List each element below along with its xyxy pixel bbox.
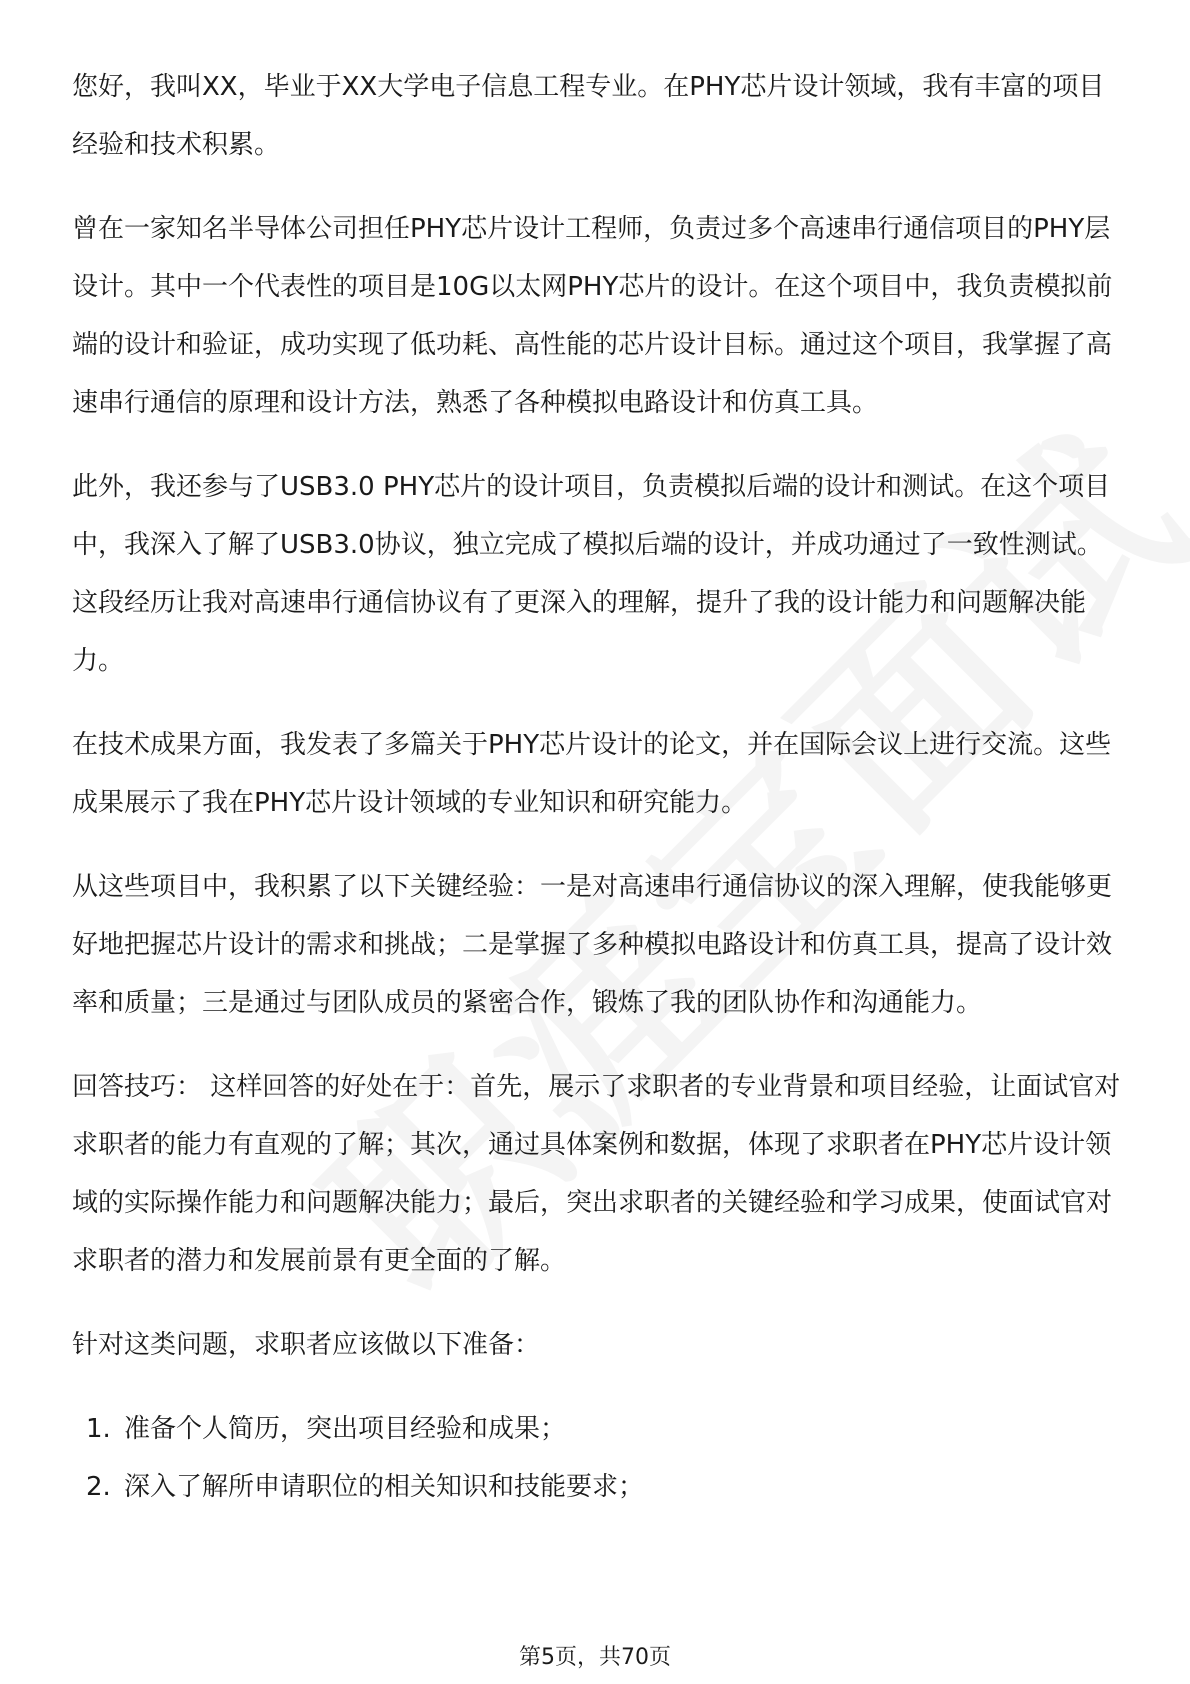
paragraph-preparation-intro: 针对这类问题，求职者应该做以下准备： — [72, 1330, 541, 1360]
paragraph-achievements: 在技术成果方面，我发表了多篇关于PHY芯片设计的论文，并在国际会议上进行交流。这些成果展示了我在PHY芯片设计领域的专业知识和研究能力。 — [72, 730, 1112, 818]
list-item-number: 2. — [86, 1472, 111, 1502]
list-item-number: 1. — [86, 1414, 111, 1444]
preparation-list — [72, 1400, 1122, 1516]
paragraph-experience-ethernet: 曾在一家知名半导体公司担任PHY芯片设计工程师，负责过多个高速串行通信项目的PHY层设计。其中一个代表性的项目是10G以太网PHY芯片的设计。在这个项目中，我负责模拟前端的设计和验证，成功实现了低功耗、高性能的芯片设计目标。通过这个项目，我掌握了高速串行通信的原理和设计方法，熟悉了各种模拟电路设计和仿真工具。 — [72, 214, 1113, 418]
paragraph-answer-tips: 回答技巧： 这样回答的好处在于：首先，展示了求职者的专业背景和项目经验，让面试官对求职者的能力有直观的了解；其次，通过具体案例和数据，体现了求职者在PHY芯片设计领域的实际操作能力和问题解决能力；最后，突出求职者的关键经验和学习成果，使面试官对求职者的潜力和发展前景有更全面的了解。 — [72, 1072, 1121, 1276]
paragraph-experience-usb: 此外，我还参与了USB3.0 PHY芯片的设计项目，负责模拟后端的设计和测试。在这个项目中，我深入了解了USB3.0协议，独立完成了模拟后端的设计，并成功通过了一致性测试。这段经历让我对高速串行通信协议有了更深入的理解，提升了我的设计能力和问题解决能力。 — [72, 472, 1111, 676]
page-number: 第5页，共70页 — [519, 1645, 671, 1670]
paragraph-key-experience: 从这些项目中，我积累了以下关键经验：一是对高速串行通信协议的深入理解，使我能够更好地把握芯片设计的需求和挑战；二是掌握了多种模拟电路设计和仿真工具，提高了设计效率和质量；三是通过与团队成员的紧密合作，锻炼了我的团队协作和沟通能力。 — [72, 872, 1113, 1018]
list-item-text: 准备个人简历，突出项目经验和成果； — [124, 1414, 567, 1444]
list-item — [72, 1458, 1122, 1516]
paragraph-intro: 您好，我叫XX，毕业于XX大学电子信息工程专业。在PHY芯片设计领域，我有丰富的项目经验和技术积累。 — [72, 72, 1105, 160]
document-body — [72, 58, 1122, 1516]
list-item-text: 深入了解所申请职位的相关知识和技能要求； — [124, 1472, 645, 1502]
list-item — [72, 1400, 1122, 1458]
